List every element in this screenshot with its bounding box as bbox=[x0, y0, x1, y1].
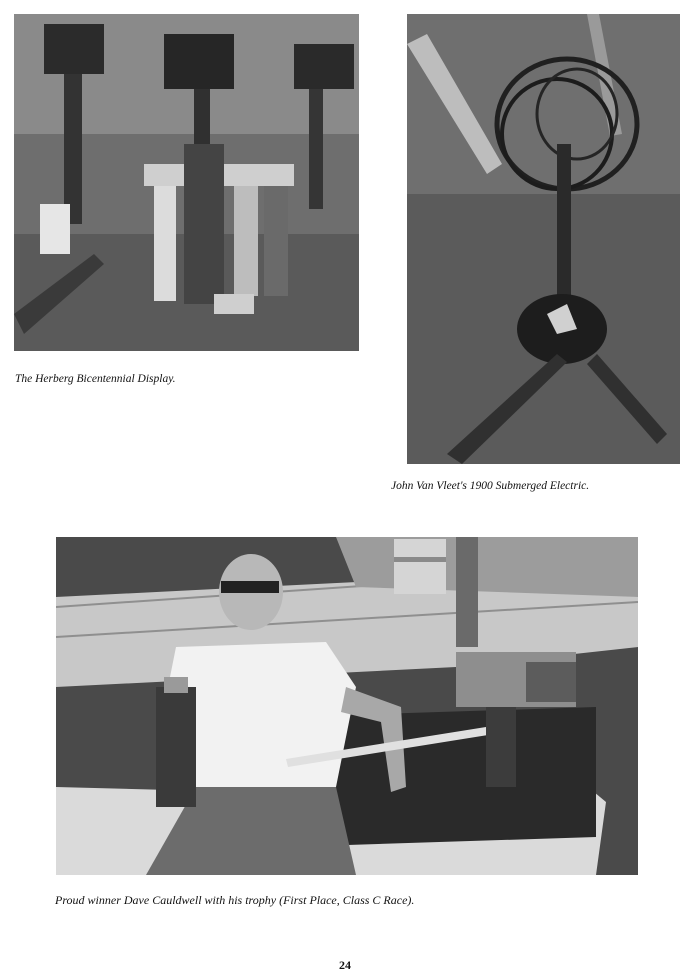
photo-dave-cauldwell bbox=[56, 537, 638, 875]
photo-herberg-display bbox=[14, 14, 359, 351]
page-number: 24 bbox=[339, 958, 351, 972]
caption-dave-cauldwell: Proud winner Dave Cauldwell with his trophy (First Place, Class C Race). bbox=[55, 893, 415, 907]
caption-submerged-electric: John Van Vleet's 1900 Submerged Electric. bbox=[391, 480, 590, 492]
photo-submerged-electric bbox=[407, 14, 680, 464]
caption-herberg-display: The Herberg Bicentennial Display. bbox=[15, 373, 176, 385]
